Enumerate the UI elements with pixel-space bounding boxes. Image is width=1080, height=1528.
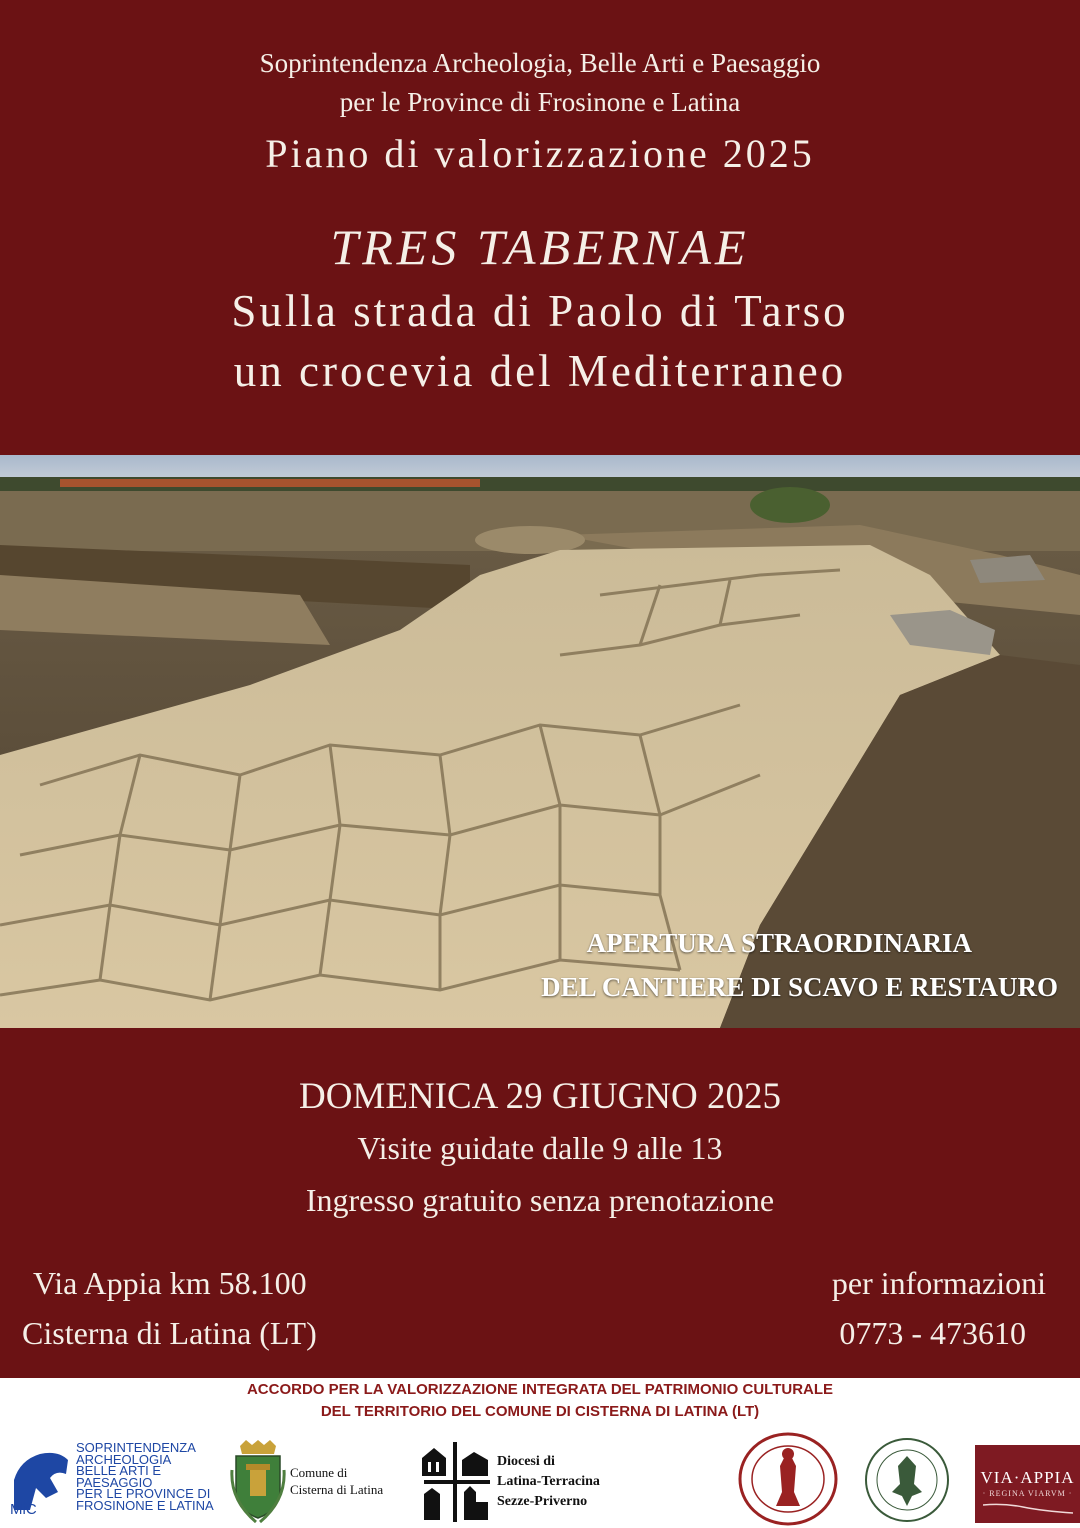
mic-mark: MiC (10, 1501, 37, 1518)
via-appia-route-icon (983, 1501, 1073, 1515)
org-line-2: per le Province di Frosinone e Latina (339, 87, 741, 117)
location-line-2: Cisterna di Latina (LT) (22, 1315, 317, 1351)
diocesi-line: Diocesi di (497, 1454, 555, 1469)
agreement-line-2: DEL TERRITORIO DEL COMUNE DI CISTERNA DI LATINA (LT) (320, 1403, 760, 1420)
event-title: TRES TABERNAE (330, 219, 750, 275)
mic-line: ARCHEOLOGIA (76, 1451, 172, 1467)
via-appia-logo (975, 1445, 1080, 1523)
agreement-line-1: ACCORDO PER LA VALORIZZAZIONE INTEGRATA DEL PATRIMONIO CULTURALE (246, 1381, 834, 1398)
mic-logo-icon (6, 1440, 76, 1518)
comune-line: Comune di (290, 1465, 348, 1480)
diocesi-line: Latina-Terracina (497, 1474, 600, 1489)
event-hours: Visite guidate dalle 9 alle 13 (357, 1130, 723, 1166)
location-line-1: Via Appia km 58.100 (33, 1265, 307, 1301)
diocesi-line: Sezze-Priverno (497, 1494, 588, 1509)
mic-logo-text (76, 1442, 214, 1511)
opening-caption-line-1: APERTURA STRAORDINARIA (586, 928, 972, 958)
mic-line: BELLE ARTI E (76, 1463, 162, 1478)
mic-line: SOPRINTENDENZA (76, 1440, 196, 1455)
diocesi-logo-text (497, 1452, 600, 1512)
via-appia-subtitle: · REGINA VIARVM · (982, 1489, 1073, 1498)
event-date: DOMENICA 29 GIUGNO 2025 (298, 1076, 781, 1117)
mic-line: PAESAGGIO (76, 1474, 153, 1490)
mic-line: FROSINONE E LATINA (76, 1497, 214, 1513)
subtitle-line-2: un crocevia del Mediterraneo (233, 346, 847, 396)
via-appia-title: VIA·APPIA (980, 1468, 1075, 1487)
foundation-seal-icon (864, 1436, 950, 1524)
info-phone: 0773 - 473610 (839, 1315, 1026, 1351)
opening-caption-line-2: DEL CANTIERE DI SCAVO E RESTAURO (541, 972, 1058, 1002)
info-label: per informazioni (831, 1265, 1046, 1301)
event-entry: Ingresso gratuito senza prenotazione (305, 1182, 775, 1218)
mic-line: PER LE PROVINCE DI (76, 1486, 211, 1501)
diocesi-churches-icon (418, 1440, 494, 1524)
comune-logo-text (290, 1464, 383, 1498)
subtitle-line-1: Sulla strada di Paolo di Tarso (231, 286, 849, 336)
comune-crest-icon (230, 1440, 286, 1524)
institute-seal-icon (738, 1432, 838, 1526)
org-line-1: Soprintendenza Archeologia, Belle Arti e Paesaggio (259, 48, 821, 78)
comune-line: Cisterna di Latina (290, 1482, 384, 1497)
plan-title: Piano di valorizzazione 2025 (265, 131, 815, 176)
